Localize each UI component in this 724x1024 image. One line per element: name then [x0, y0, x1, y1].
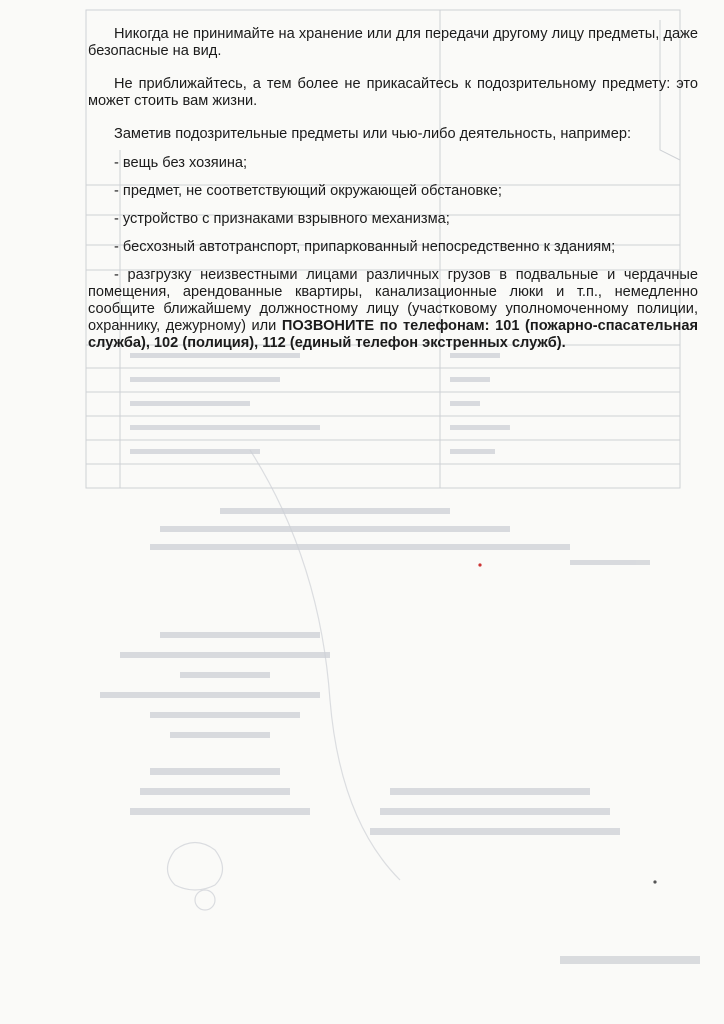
- paragraph-noticing-suspicious: Заметив подозрительные предметы или чью-либо деятельность, например:: [114, 126, 632, 142]
- list-item: - предмет, не соответствующий окружающей обстановке;: [114, 183, 502, 199]
- paragraph-do-not-approach: Не приближайтесь, а тем более не прикасайтесь к подозрительному предмету: это может стоить вам жизни.: [88, 76, 698, 109]
- list-item: - устройство с признаками взрывного механизма;: [114, 211, 450, 227]
- list-item: - бесхозный автотранспорт, припаркованный непосредственно к зданиям;: [114, 239, 616, 255]
- document-text: [88, 26, 698, 368]
- paragraph-unloading-and-call: [88, 267, 698, 352]
- list-item: - вещь без хозяина;: [114, 155, 248, 171]
- emergency-phone-numbers: ПОЗВОНИТЕ по телефонам: 101 (пожарно-спасательная служба), 102 (полиция), 112 (единый телефон экстренных служб).: [88, 318, 698, 351]
- paragraph-do-not-accept: Никогда не принимайте на хранение или для передачи другому лицу предметы, даже безопасные на вид.: [88, 26, 698, 59]
- call-instruction-text: - разгрузку неизвестными лицами различных грузов в подвальные и чердачные помещения, арендованные квартиры, канализационные люки и т.п., немедленно сообщите ближайшему должностному лицу (участковому уполномоченному полиции, охраннику, дежурному) или: [88, 267, 698, 334]
